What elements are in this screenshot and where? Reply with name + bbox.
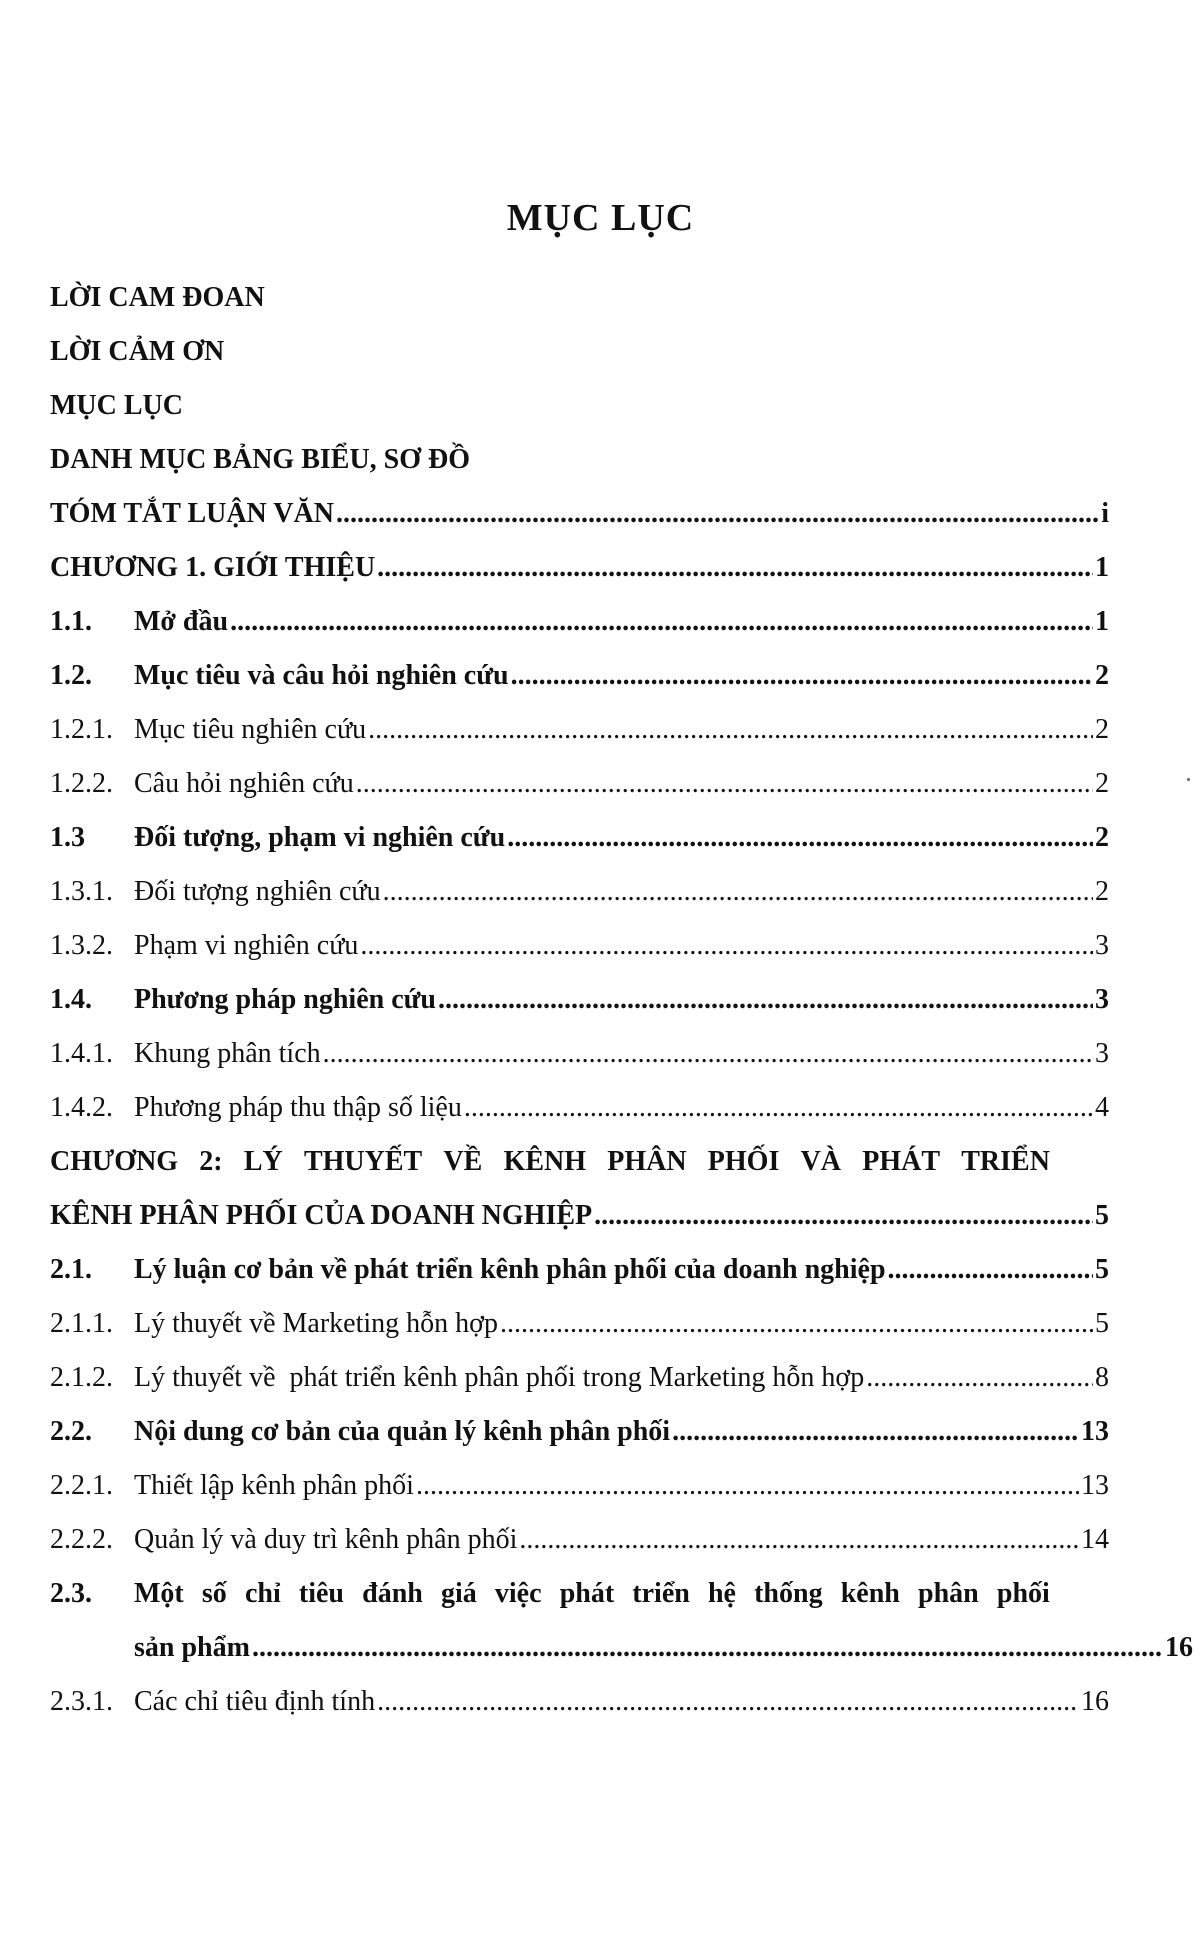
toc-entry-number: 1.3.1. (50, 876, 113, 907)
page-title: MỤC LỤC (506, 197, 695, 239)
toc-entry-number: 2.1. (50, 1254, 92, 1285)
toc-entry-text: Lý luận cơ bản về phát triển kênh phân phối của doanh nghiệp (134, 1254, 886, 1285)
toc-entry-text: Phạm vi nghiên cứu (134, 930, 359, 961)
title-word: VÀ (800, 1146, 842, 1177)
title-word: KÊNH (503, 1146, 587, 1177)
toc-entry-number: 1.2. (50, 660, 92, 691)
leader-dots (500, 1308, 1093, 1340)
leader-dots (377, 1686, 1079, 1718)
toc-entry-text: LỜI CẢM ƠN (50, 336, 225, 367)
toc-front-entry (50, 260, 1109, 314)
toc-entry (50, 1448, 1109, 1502)
toc-entry-text: Khung phân tích (134, 1038, 321, 1069)
title-word: phân (918, 1578, 979, 1609)
toc-entry-number: 1.4.2. (50, 1092, 113, 1123)
toc-page-number: 14 (1081, 1524, 1109, 1555)
toc-page-number: 16 (1165, 1632, 1193, 1663)
title-word: đánh (362, 1578, 423, 1609)
table-of-contents (50, 260, 1193, 1718)
toc-page-number: 16 (1081, 1686, 1109, 1717)
toc-entry-text: LỜI CAM ĐOAN (50, 282, 265, 313)
leader-dots (888, 1254, 1093, 1286)
leader-dots (438, 984, 1093, 1016)
toc-entry-text: Câu hỏi nghiên cứu (134, 768, 354, 799)
toc-front-entry (50, 368, 1109, 422)
toc-page-number: 1 (1095, 606, 1109, 637)
toc-page-number: 3 (1095, 1038, 1109, 1069)
toc-entry-text: Các chỉ tiêu định tính (134, 1686, 376, 1717)
leader-dots (594, 1200, 1093, 1232)
toc-entry (50, 1178, 1109, 1232)
title-word: CHƯƠNG (50, 1146, 179, 1177)
toc-entry-text: Nội dung cơ bản của quản lý kênh phân phối (134, 1416, 671, 1447)
toc-chapter-heading-line1 (50, 1124, 1109, 1178)
toc-entry-text: Mở đầu (134, 606, 229, 637)
title-word: LÝ (243, 1146, 283, 1177)
toc-entry (50, 1394, 1109, 1448)
title-word: kênh (840, 1578, 900, 1609)
toc-entry (50, 1070, 1109, 1124)
toc-entry-number: 1.2.2. (50, 768, 113, 799)
toc-entry (50, 800, 1109, 854)
title-word: hệ (707, 1578, 736, 1609)
title-word: phối (996, 1578, 1050, 1609)
toc-entry-number: 1.3.2. (50, 930, 113, 961)
leader-dots (377, 552, 1093, 584)
toc-section-heading-line1 (50, 1556, 1109, 1610)
toc-entry (50, 530, 1109, 584)
title-word: PHỐI (707, 1146, 780, 1177)
toc-entry-number: 2.3. (50, 1578, 92, 1609)
toc-entry (50, 908, 1109, 962)
leader-dots (866, 1362, 1093, 1394)
toc-page-number: 3 (1095, 930, 1109, 961)
toc-entry-text: DANH MỤC BẢNG BIỂU, SƠ ĐỒ (50, 444, 471, 475)
toc-entry-text: CHƯƠNG 1. GIỚI THIỆU (50, 552, 376, 583)
title-word: giá (440, 1578, 477, 1609)
toc-page-number: i (1101, 498, 1109, 529)
leader-dots (511, 660, 1093, 692)
leader-dots (230, 606, 1093, 638)
leader-dots (360, 930, 1093, 962)
title-word: THUYẾT (303, 1146, 423, 1177)
leader-dots (464, 1092, 1093, 1124)
toc-page-number: 5 (1095, 1308, 1109, 1339)
toc-page-number: 2 (1095, 822, 1109, 853)
toc-entry-text: Lý thuyết về phát triển kênh phân phối trong Marketing hỗn hợp (134, 1362, 865, 1393)
title-word: PHÂN (607, 1146, 687, 1177)
leader-dots (519, 1524, 1079, 1556)
section23-title-line1 (134, 1578, 1050, 1610)
toc-page-number: 1 (1095, 552, 1109, 583)
toc-entry-number: 2.3.1. (50, 1686, 113, 1717)
toc-entry-text: KÊNH PHÂN PHỐI CỦA DOANH NGHIỆP (50, 1200, 593, 1231)
leader-dots (416, 1470, 1079, 1502)
toc-entry-text: Đối tượng nghiên cứu (134, 876, 381, 907)
toc-entry-text: Quản lý và duy trì kênh phân phối (134, 1524, 518, 1555)
toc-entry-text: Lý thuyết về Marketing hỗn hợp (134, 1308, 498, 1339)
toc-entry (50, 1286, 1109, 1340)
toc-page-number: 5 (1095, 1200, 1109, 1231)
title-word: số (201, 1578, 227, 1609)
leader-dots (507, 822, 1093, 854)
toc-front-entry (50, 314, 1109, 368)
toc-entry (50, 476, 1109, 530)
toc-entry-text: Phương pháp nghiên cứu (134, 984, 436, 1015)
leader-dots (383, 876, 1093, 908)
toc-entry (50, 692, 1109, 746)
toc-entry (50, 746, 1109, 800)
toc-entry-text: Thiết lập kênh phân phối (134, 1470, 414, 1501)
toc-entry-text: MỤC LỤC (50, 390, 183, 421)
title-word: việc (494, 1578, 542, 1609)
title-word: tiêu (298, 1578, 344, 1609)
title-word: TRIỂN (961, 1146, 1050, 1177)
toc-entry (50, 1016, 1109, 1070)
leader-dots (368, 714, 1093, 746)
toc-entry (50, 1232, 1109, 1286)
toc-front-entry (50, 422, 1109, 476)
toc-entry (50, 638, 1109, 692)
toc-entry-number: 2.2.2. (50, 1524, 113, 1555)
toc-entry (50, 1340, 1109, 1394)
toc-page-number: 3 (1095, 984, 1109, 1015)
toc-entry (50, 1610, 1193, 1664)
title-word: Một (134, 1578, 184, 1609)
title-word: PHÁT (862, 1146, 941, 1177)
toc-page-number: 13 (1081, 1470, 1109, 1501)
title-word: chỉ (244, 1578, 281, 1609)
title-word: VỀ (443, 1146, 483, 1177)
toc-entry-number: 1.1. (50, 606, 92, 637)
toc-page-number: 2 (1095, 660, 1109, 691)
scan-speck (1187, 778, 1190, 781)
toc-entry (50, 1502, 1109, 1556)
toc-entry-text: Phương pháp thu thập số liệu (134, 1092, 462, 1123)
toc-page-number: 13 (1081, 1416, 1109, 1447)
toc-entry-text: TÓM TẮT LUẬN VĂN (50, 498, 334, 529)
toc-entry-text: Mục tiêu và câu hỏi nghiên cứu (134, 660, 509, 691)
toc-page-number: 2 (1095, 768, 1109, 799)
toc-entry (50, 1664, 1109, 1718)
title-word: triển (632, 1578, 690, 1609)
toc-page-number: 5 (1095, 1254, 1109, 1285)
toc-entry-number: 2.1.1. (50, 1308, 113, 1339)
toc-entry-text: Đối tượng, phạm vi nghiên cứu (134, 822, 506, 853)
toc-page-number: 4 (1095, 1092, 1109, 1123)
toc-page-number: 2 (1095, 876, 1109, 907)
toc-entry-number: 1.2.1. (50, 714, 113, 745)
toc-page-number: 8 (1095, 1362, 1109, 1393)
toc-page-number: 2 (1095, 714, 1109, 745)
leader-dots (323, 1038, 1093, 1070)
toc-entry-number: 2.1.2. (50, 1362, 113, 1393)
toc-entry-number: 1.3 (50, 822, 85, 853)
leader-dots (336, 498, 1099, 530)
toc-entry-text: Mục tiêu nghiên cứu (134, 714, 367, 745)
leader-dots (672, 1416, 1079, 1448)
toc-entry-number: 1.4. (50, 984, 92, 1015)
toc-entry (50, 962, 1109, 1016)
toc-entry (50, 854, 1109, 908)
toc-entry-number: 2.2.1. (50, 1470, 113, 1501)
leader-dots (356, 768, 1093, 800)
title-word: 2: (199, 1146, 223, 1177)
title-word: thống (754, 1578, 823, 1609)
toc-entry-number: 2.2. (50, 1416, 92, 1447)
chapter2-title-line1 (50, 1146, 1050, 1178)
leader-dots (252, 1632, 1163, 1664)
toc-entry (50, 584, 1109, 638)
toc-entry-number: 1.4.1. (50, 1038, 113, 1069)
title-word: phát (559, 1578, 615, 1609)
toc-entry-text: sản phẩm (134, 1632, 250, 1663)
